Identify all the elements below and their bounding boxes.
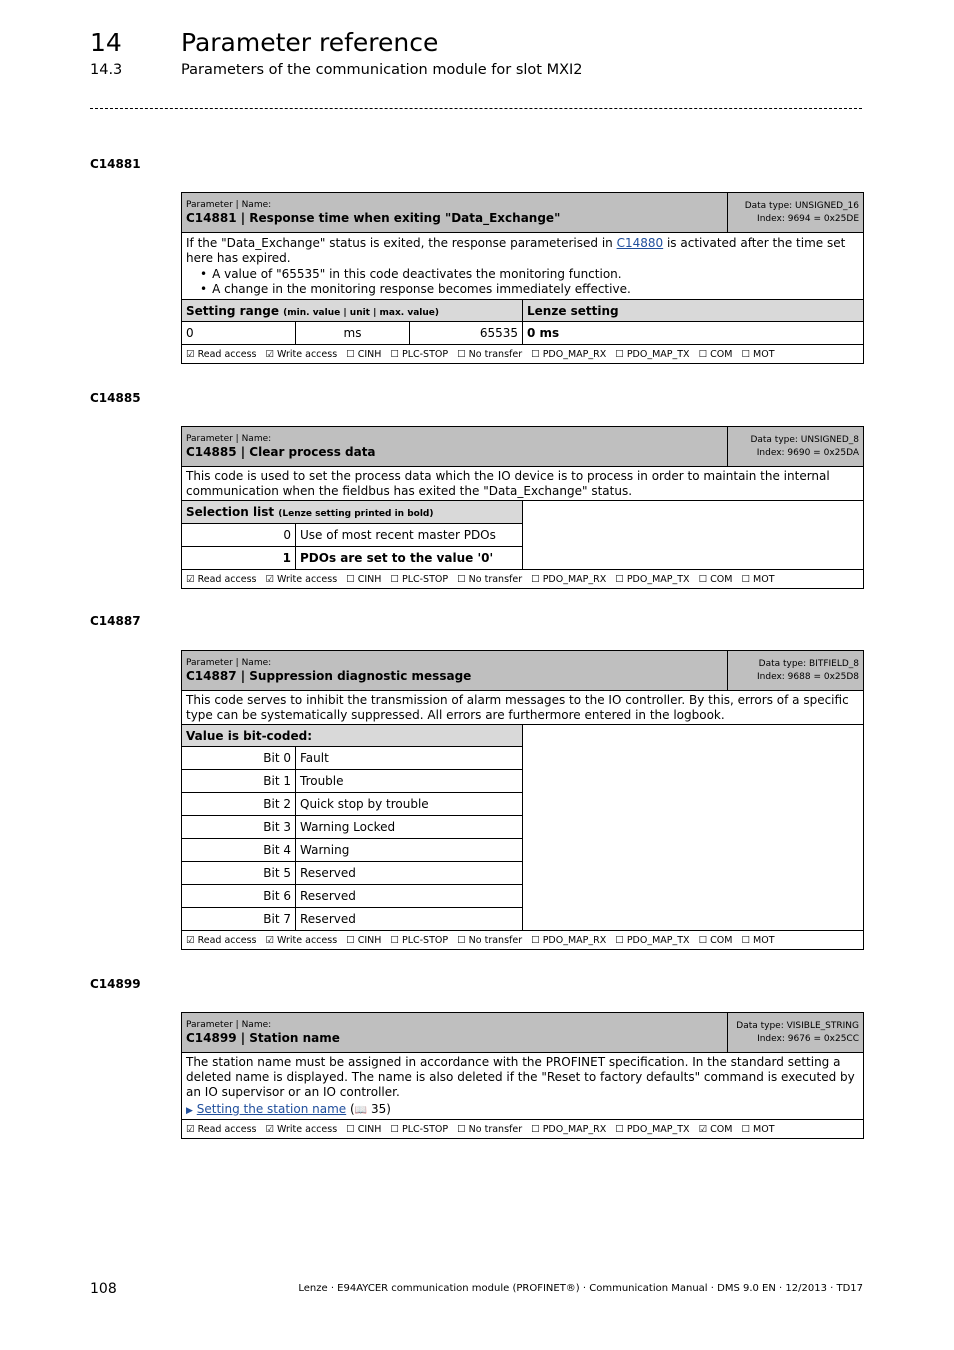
access-label: PDO_MAP_RX — [542, 1123, 607, 1135]
access-label: PDO_MAP_RX — [542, 934, 607, 946]
access-flag — [390, 349, 448, 360]
unchecked-box-icon: ☐ — [457, 348, 466, 360]
bit-label: Trouble — [296, 770, 523, 793]
unchecked-box-icon: ☐ — [346, 348, 355, 360]
access-flag — [615, 935, 689, 946]
bullet-item: • A value of "65535" in this code deactivates the monitoring function. — [200, 267, 859, 282]
bit-label: Quick stop by trouble — [296, 793, 523, 816]
unit: ms — [296, 322, 410, 345]
unchecked-box-icon: ☐ — [531, 1123, 540, 1135]
param-description — [182, 233, 864, 300]
checked-box-icon: ☑ — [186, 348, 195, 360]
param-name: C14887 | Suppression diagnostic message — [186, 668, 472, 683]
access-flag — [346, 935, 381, 946]
access-label: Read access — [197, 348, 257, 360]
data-type-cell — [728, 1013, 864, 1053]
access-label: PDO_MAP_TX — [626, 934, 690, 946]
lenze-setting-value: 0 ms — [523, 322, 864, 345]
access-flag — [265, 349, 337, 360]
access-label: MOT — [753, 348, 775, 360]
access-flag — [457, 349, 522, 360]
bit-number: Bit 5 — [182, 862, 296, 885]
description-text: is activated after the time set here has expired. — [186, 235, 846, 265]
unchecked-box-icon: ☐ — [390, 1123, 399, 1135]
access-label: COM — [710, 934, 733, 946]
param-name-cell — [182, 193, 728, 233]
checked-box-icon: ☑ — [698, 1123, 708, 1135]
unchecked-box-icon: ☐ — [390, 573, 399, 585]
param-name-caption: Parameter | Name: — [186, 199, 272, 210]
access-flag — [186, 935, 256, 946]
access-label: CINH — [357, 934, 382, 946]
unchecked-box-icon: ☐ — [346, 573, 355, 585]
access-label: Read access — [197, 934, 257, 946]
access-label: Read access — [197, 573, 257, 585]
unchecked-box-icon: ☐ — [390, 348, 399, 360]
param-table-c14899 — [181, 1012, 864, 1139]
param-name: C14899 | Station name — [186, 1030, 340, 1045]
bit-label: Fault — [296, 747, 523, 770]
access-label: COM — [710, 573, 733, 585]
param-table-c14881 — [181, 192, 864, 364]
option-value: 1 — [182, 547, 296, 570]
lenze-setting-header: Lenze setting — [523, 300, 864, 322]
unchecked-box-icon: ☐ — [615, 573, 624, 585]
access-label: CINH — [357, 1123, 382, 1135]
access-row — [182, 570, 864, 589]
access-flag — [531, 349, 606, 360]
bits-header: Value is bit-coded: — [182, 725, 523, 747]
page-number: 108 — [90, 1281, 117, 1297]
access-flag — [346, 1124, 381, 1135]
station-name-link[interactable]: Setting the station name — [196, 1101, 347, 1116]
param-index: Index: 9688 = 0x25D8 — [757, 671, 860, 682]
unchecked-box-icon: ☐ — [390, 934, 399, 946]
unchecked-box-icon: ☐ — [346, 1123, 355, 1135]
access-label: Write access — [277, 348, 338, 360]
access-flag — [699, 935, 733, 946]
arrow-right-icon: ▶ — [186, 1105, 193, 1116]
unchecked-box-icon: ☐ — [457, 934, 466, 946]
param-name: C14881 | Response time when exiting "Data_Exchange" — [186, 210, 561, 225]
page-reference: (📖 35) — [350, 1101, 391, 1116]
unchecked-box-icon: ☐ — [531, 934, 540, 946]
unchecked-box-icon: ☐ — [698, 934, 708, 946]
access-flag — [346, 349, 381, 360]
access-row — [182, 1120, 864, 1139]
param-description — [182, 1053, 864, 1120]
access-label: PDO_MAP_TX — [626, 348, 690, 360]
access-flag — [186, 574, 256, 585]
param-index: Index: 9676 = 0x25CC — [757, 1033, 859, 1044]
chapter-number: 14 — [90, 28, 122, 57]
description-bullets — [186, 267, 859, 297]
reference-line — [186, 1102, 859, 1118]
access-flag — [186, 349, 256, 360]
checked-box-icon: ☑ — [265, 934, 274, 946]
access-label: Write access — [277, 573, 338, 585]
data-type: Data type: UNSIGNED_16 — [744, 201, 860, 212]
checked-box-icon: ☑ — [186, 934, 195, 946]
access-label: PLC-STOP — [401, 1123, 449, 1135]
setting-range-note: (min. value | unit | max. value) — [283, 307, 439, 318]
bit-number: Bit 3 — [182, 816, 296, 839]
section-number: 14.3 — [90, 62, 123, 78]
bit-number: Bit 4 — [182, 839, 296, 862]
param-name-cell — [182, 651, 728, 691]
access-row — [182, 345, 864, 364]
bit-number: Bit 7 — [182, 908, 296, 931]
page-ref-number: 35 — [370, 1101, 387, 1116]
unchecked-box-icon: ☐ — [741, 934, 750, 946]
param-index: Index: 9690 = 0x25DA — [756, 447, 860, 458]
access-flag — [346, 574, 381, 585]
heading-c14881: C14881 — [90, 157, 141, 171]
data-type: Data type: UNSIGNED_8 — [750, 435, 860, 446]
param-name-caption: Parameter | Name: — [186, 1019, 272, 1030]
checked-box-icon: ☑ — [265, 1123, 274, 1135]
access-flag — [457, 1124, 522, 1135]
access-label: COM — [710, 348, 733, 360]
access-row — [182, 931, 864, 950]
access-label: CINH — [357, 348, 382, 360]
access-flag — [390, 935, 448, 946]
checked-box-icon: ☑ — [265, 573, 274, 585]
bit-label: Warning — [296, 839, 523, 862]
heading-c14899: C14899 — [90, 977, 141, 991]
c14880-link[interactable]: C14880 — [616, 235, 664, 250]
unchecked-box-icon: ☐ — [698, 573, 708, 585]
access-flag — [265, 935, 337, 946]
access-label: PLC-STOP — [401, 934, 449, 946]
bit-label: Reserved — [296, 862, 523, 885]
option-label: Use of most recent master PDOs — [296, 524, 523, 547]
unchecked-box-icon: ☐ — [346, 934, 355, 946]
unchecked-box-icon: ☐ — [741, 1123, 750, 1135]
heading-c14885: C14885 — [90, 391, 141, 405]
access-flag — [699, 574, 733, 585]
selection-list-header — [182, 501, 523, 524]
param-table-c14887 — [181, 650, 864, 950]
access-label: PDO_MAP_RX — [542, 348, 607, 360]
access-flag — [531, 1124, 606, 1135]
data-type-cell — [728, 193, 864, 233]
unchecked-box-icon: ☐ — [531, 573, 540, 585]
checked-box-icon: ☑ — [186, 573, 195, 585]
unchecked-box-icon: ☐ — [615, 934, 624, 946]
data-type: Data type: BITFIELD_8 — [758, 659, 860, 670]
description-text: The station name must be assigned in accordance with the PROFINET specification. In the standard setting a deleted name is displayed. The name is also deleted if the "Reset to factory defaults" command is executed by an IO supervisor or an IO controller. — [186, 1054, 855, 1099]
access-flag — [699, 1124, 733, 1135]
max-value: 65535 — [410, 322, 523, 345]
param-name-cell — [182, 1013, 728, 1053]
access-label: PLC-STOP — [401, 348, 449, 360]
access-flag — [741, 1124, 774, 1135]
data-type: Data type: VISIBLE_STRING — [736, 1021, 859, 1032]
access-flag — [457, 935, 522, 946]
bit-label: Reserved — [296, 908, 523, 931]
bullet-item: • A change in the monitoring response becomes immediately effective. — [200, 282, 859, 297]
access-flag — [741, 574, 774, 585]
access-label: Write access — [277, 934, 338, 946]
param-description: This code serves to inhibit the transmission of alarm messages to the IO controller. By this, errors of a specific type can be systematically suppressed. All errors are furthermore entered in the logbook. — [182, 691, 864, 725]
bit-number: Bit 0 — [182, 747, 296, 770]
access-label: Write access — [277, 1123, 338, 1135]
access-label: No transfer — [468, 348, 523, 360]
access-flag — [265, 1124, 337, 1135]
access-flag — [265, 574, 337, 585]
unchecked-box-icon: ☐ — [741, 348, 750, 360]
access-flag — [699, 349, 733, 360]
access-flag — [741, 349, 774, 360]
selection-list-note: (Lenze setting printed in bold) — [278, 509, 434, 519]
access-label: PLC-STOP — [401, 573, 449, 585]
access-label: MOT — [753, 934, 775, 946]
param-name-cell — [182, 427, 728, 467]
access-flag — [390, 574, 448, 585]
chapter-title: Parameter reference — [181, 28, 439, 57]
access-flag — [531, 574, 606, 585]
empty-cell — [523, 501, 864, 570]
footer-doc-info: Lenze · E94AYCER communication module (PROFINET®) · Communication Manual · DMS 9.0 EN · 12/2013 · TD17 — [298, 1283, 863, 1294]
access-label: No transfer — [468, 1123, 523, 1135]
param-name-caption: Parameter | Name: — [186, 433, 272, 444]
unchecked-box-icon: ☐ — [531, 348, 540, 360]
access-label: MOT — [753, 1123, 775, 1135]
param-index: Index: 9694 = 0x25DE — [757, 213, 860, 224]
header-divider — [90, 108, 862, 109]
unchecked-box-icon: ☐ — [457, 573, 466, 585]
param-name-caption: Parameter | Name: — [186, 657, 272, 668]
heading-c14887: C14887 — [90, 614, 141, 628]
book-icon: 📖 — [354, 1104, 368, 1116]
access-flag — [531, 935, 606, 946]
access-flag — [741, 935, 774, 946]
bit-number: Bit 2 — [182, 793, 296, 816]
param-description: This code is used to set the process data which the IO device is to process in order to maintain the internal communication when the fieldbus has exited the "Data_Exchange" status. — [182, 467, 864, 501]
access-flag — [615, 574, 689, 585]
bit-label: Reserved — [296, 885, 523, 908]
access-label: COM — [710, 1123, 733, 1135]
min-value: 0 — [182, 322, 296, 345]
data-type-cell — [728, 651, 864, 691]
data-type-cell — [728, 427, 864, 467]
description-text: If the "Data_Exchange" status is exited, the response parameterised in — [186, 235, 617, 250]
access-flag — [186, 1124, 256, 1135]
param-name: C14885 | Clear process data — [186, 444, 376, 459]
option-label: PDOs are set to the value '0' — [296, 547, 523, 570]
access-label: No transfer — [468, 573, 523, 585]
unchecked-box-icon: ☐ — [457, 1123, 466, 1135]
bit-number: Bit 6 — [182, 885, 296, 908]
unchecked-box-icon: ☐ — [615, 348, 624, 360]
access-flag — [615, 349, 689, 360]
empty-cell — [523, 725, 864, 931]
access-label: PDO_MAP_TX — [626, 1123, 690, 1135]
access-label: Read access — [197, 1123, 257, 1135]
checked-box-icon: ☑ — [186, 1123, 195, 1135]
bit-number: Bit 1 — [182, 770, 296, 793]
access-label: MOT — [753, 573, 775, 585]
access-label: PDO_MAP_TX — [626, 573, 690, 585]
unchecked-box-icon: ☐ — [615, 1123, 624, 1135]
access-label: No transfer — [468, 934, 523, 946]
access-flag — [457, 574, 522, 585]
access-flag — [615, 1124, 689, 1135]
access-label: PDO_MAP_RX — [542, 573, 607, 585]
access-flag — [390, 1124, 448, 1135]
setting-range-header — [182, 300, 523, 322]
access-label: CINH — [357, 573, 382, 585]
selection-list-label: Selection list — [186, 505, 275, 519]
unchecked-box-icon: ☐ — [698, 348, 708, 360]
checked-box-icon: ☑ — [265, 348, 274, 360]
setting-range-label: Setting range — [186, 303, 279, 318]
bit-label: Warning Locked — [296, 816, 523, 839]
param-table-c14885 — [181, 426, 864, 589]
option-value: 0 — [182, 524, 296, 547]
unchecked-box-icon: ☐ — [741, 573, 750, 585]
section-title: Parameters of the communication module for slot MXI2 — [181, 62, 583, 78]
